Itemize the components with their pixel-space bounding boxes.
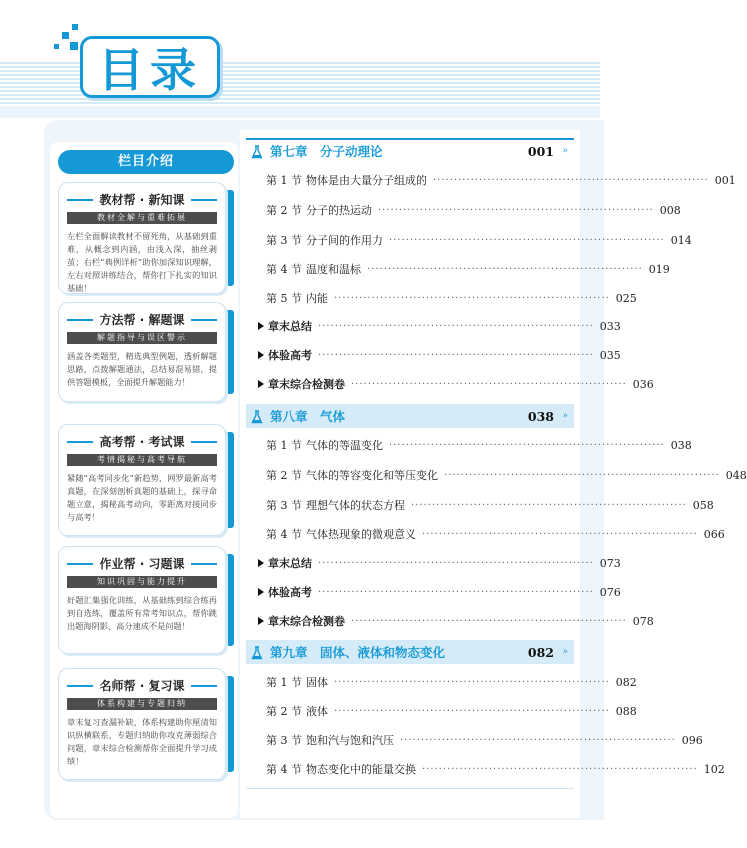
section-page: 076 <box>599 585 621 599</box>
pixel-decoration <box>54 44 59 49</box>
leader-dots: ·································································· <box>318 586 594 598</box>
section-number: 第 2 节 <box>266 204 302 217</box>
section-name: 体验高考 <box>268 349 312 362</box>
toc-chapter-9[interactable] <box>246 640 574 664</box>
chapter-page: 038 <box>527 408 554 424</box>
header-bar <box>0 106 600 118</box>
section-number: 第 3 节 <box>266 234 302 247</box>
leader-dots: ·································································· <box>389 234 665 246</box>
leader-dots: ·································································· <box>351 378 627 390</box>
leader-dots: ·································································· <box>400 734 676 746</box>
card-subtitle: 知识巩固与能力提升 <box>67 576 217 588</box>
card-title: 高考帮 · 考试课 <box>65 433 219 450</box>
toc-entry[interactable] <box>266 231 692 249</box>
triangle-bullet-icon <box>258 588 264 596</box>
section-name: 章末综合检测卷 <box>268 378 345 391</box>
section-page: 082 <box>615 675 637 689</box>
pixel-decoration <box>70 42 78 50</box>
section-number: 第 1 节 <box>266 676 302 689</box>
leader-dots: ·································································· <box>433 174 709 186</box>
section-name: 理想气体的状态方程 <box>306 499 405 512</box>
sidebar-card <box>58 668 226 780</box>
section-page: 066 <box>703 527 725 541</box>
triangle-bullet-icon <box>258 617 264 625</box>
leader-dots: ·································································· <box>422 528 698 540</box>
section-number: 第 4 节 <box>266 263 302 276</box>
section-name: 分子的热运动 <box>306 204 372 217</box>
section-number: 第 1 节 <box>266 174 302 187</box>
section-number: 第 2 节 <box>266 705 302 718</box>
card-accent-bar <box>226 554 234 646</box>
toc-entry[interactable] <box>266 612 654 630</box>
section-page: 048 <box>725 468 747 482</box>
section-name: 饱和汽与饱和汽压 <box>306 734 394 747</box>
sidebar-card <box>58 302 226 402</box>
card-accent-bar <box>226 190 234 286</box>
card-subtitle: 教材全解与重难拓展 <box>67 212 217 224</box>
leader-dots: ·································································· <box>318 349 594 361</box>
section-name: 分子间的作用力 <box>306 234 383 247</box>
chevron-right-icon: » <box>562 411 568 421</box>
card-title: 教材帮 · 新知课 <box>65 191 219 208</box>
section-number: 第 5 节 <box>266 292 302 305</box>
section-page: 038 <box>670 438 692 452</box>
section-name: 章末总结 <box>268 320 312 333</box>
toc-entry[interactable] <box>266 375 654 393</box>
section-number: 第 2 节 <box>266 469 302 482</box>
chapter-page: 001 <box>527 143 554 159</box>
chevron-right-icon: » <box>562 146 568 156</box>
toc-entry[interactable] <box>266 466 747 484</box>
card-subtitle: 解题指导与误区警示 <box>67 332 217 344</box>
leader-dots: ·································································· <box>389 439 665 451</box>
section-name: 温度和温标 <box>306 263 361 276</box>
sidebar-card <box>58 546 226 654</box>
chevron-right-icon: » <box>562 647 568 657</box>
toc-entry[interactable] <box>266 554 621 572</box>
toc-entry[interactable] <box>266 317 621 335</box>
leader-dots: ·································································· <box>334 676 610 688</box>
card-body: 好题汇集强化训练，从基础练到综合练再到自选练，覆盖所有常考知识点，帮你跳出题海阴影，高分速成不是问题！ <box>67 595 217 631</box>
leader-dots: ·································································· <box>334 705 610 717</box>
flask-icon <box>250 409 264 423</box>
toc-entry[interactable] <box>266 171 736 189</box>
section-page: 078 <box>632 614 654 628</box>
section-page: 073 <box>599 556 621 570</box>
sidebar-title: 栏目介绍 <box>58 150 234 174</box>
triangle-bullet-icon <box>258 351 264 359</box>
section-number: 第 3 节 <box>266 734 302 747</box>
section-number: 第 3 节 <box>266 499 302 512</box>
chapter-title: 第七章 分子动理论 <box>270 144 383 159</box>
toc-entry[interactable] <box>266 436 692 454</box>
card-accent-bar <box>226 676 234 772</box>
section-page: 008 <box>659 203 681 217</box>
card-body: 涵盖各类题型，精选典型例题，透析解题思路，点拨解题通法，总结易混易错，提供答题模板，全面提升解题能力！ <box>67 351 217 387</box>
section-page: 058 <box>692 498 714 512</box>
page-title: 目录 <box>98 43 202 97</box>
leader-dots: ·································································· <box>444 469 720 481</box>
card-body: 紧随“高考同步化”新趋势，网罗最新高考真题，在深刻剖析真题的基础上，探寻命题立意，揭秘高考动向，零距离对接同步与高考！ <box>67 473 217 522</box>
toc-entry[interactable] <box>266 496 714 514</box>
section-name: 固体 <box>306 676 328 689</box>
section-page: 019 <box>648 262 670 276</box>
sidebar-card <box>58 424 226 536</box>
card-subtitle: 体系构建与专题归纳 <box>67 698 217 710</box>
card-subtitle: 考情揭秘与高考导航 <box>67 454 217 466</box>
leader-dots: ·································································· <box>378 204 654 216</box>
leader-dots: ·································································· <box>411 499 687 511</box>
triangle-bullet-icon <box>258 322 264 330</box>
section-number: 第 4 节 <box>266 528 302 541</box>
section-page: 036 <box>632 377 654 391</box>
section-number: 第 1 节 <box>266 439 302 452</box>
card-accent-bar <box>226 310 234 394</box>
chapter-page: 082 <box>527 644 554 660</box>
section-name: 物体是由大量分子组成的 <box>306 174 427 187</box>
leader-dots: ·································································· <box>334 292 610 304</box>
section-name: 液体 <box>306 705 328 718</box>
section-page: 088 <box>615 704 637 718</box>
triangle-bullet-icon <box>258 559 264 567</box>
card-body: 章末复习查漏补缺，体系构建助你厘清知识纵横联系，专题归纳助你攻克薄弱综合问题，章末综合检测帮你全面提升学习成绩！ <box>67 717 217 766</box>
card-title: 方法帮 · 解题课 <box>65 311 219 328</box>
section-page: 035 <box>599 348 621 362</box>
section-name: 气体热现象的微观意义 <box>306 528 416 541</box>
section-name: 内能 <box>306 292 328 305</box>
pixel-decoration <box>72 24 78 30</box>
toc-chapter-7[interactable] <box>246 138 574 162</box>
card-title: 名师帮 · 复习课 <box>65 677 219 694</box>
sidebar-card <box>58 182 226 294</box>
section-name: 章末综合检测卷 <box>268 615 345 628</box>
flask-icon <box>250 144 264 158</box>
toc-entry[interactable] <box>266 346 621 364</box>
toc-entry[interactable] <box>266 583 621 601</box>
section-page: 096 <box>681 733 703 747</box>
section-name: 章末总结 <box>268 557 312 570</box>
toc-entry[interactable] <box>266 289 637 307</box>
toc-entry[interactable] <box>266 525 725 543</box>
section-page: 102 <box>703 762 725 776</box>
section-name: 气体的等温变化 <box>306 439 383 452</box>
section-page: 001 <box>714 173 736 187</box>
toc-entry[interactable] <box>266 260 670 278</box>
pixel-decoration <box>62 32 69 39</box>
section-page: 033 <box>599 319 621 333</box>
leader-dots: ·································································· <box>318 320 594 332</box>
flask-icon <box>250 645 264 659</box>
toc-entry[interactable] <box>266 731 703 749</box>
chapter-title: 第八章 气体 <box>270 409 346 424</box>
chapter-title: 第九章 固体、液体和物态变化 <box>270 645 446 660</box>
page-title-box <box>80 36 220 98</box>
section-number: 第 4 节 <box>266 763 302 776</box>
toc-entry[interactable] <box>266 760 725 778</box>
triangle-bullet-icon <box>258 380 264 388</box>
leader-dots: ·································································· <box>351 615 627 627</box>
card-accent-bar <box>226 432 234 528</box>
card-title: 作业帮 · 习题课 <box>65 555 219 572</box>
toc-entry[interactable] <box>266 702 637 720</box>
section-page: 025 <box>615 291 637 305</box>
toc-entry[interactable] <box>266 201 681 219</box>
card-body: 左栏全面解读教材不留死角，从基础到重难，从概念到内涵，由浅入深，抽丝剥茧；右栏“典例详析”助你加深知识理解，左右对照讲练结合，帮你打下扎实的知识基础！ <box>67 231 217 293</box>
section-name: 气体的等容变化和等压变化 <box>306 469 438 482</box>
section-name: 物态变化中的能量交换 <box>306 763 416 776</box>
toc-chapter-8[interactable] <box>246 404 574 428</box>
section-page: 014 <box>670 233 692 247</box>
leader-dots: ·································································· <box>422 763 698 775</box>
leader-dots: ·································································· <box>367 263 643 275</box>
divider <box>246 788 574 789</box>
leader-dots: ·································································· <box>318 557 594 569</box>
section-name: 体验高考 <box>268 586 312 599</box>
toc-entry[interactable] <box>266 673 637 691</box>
